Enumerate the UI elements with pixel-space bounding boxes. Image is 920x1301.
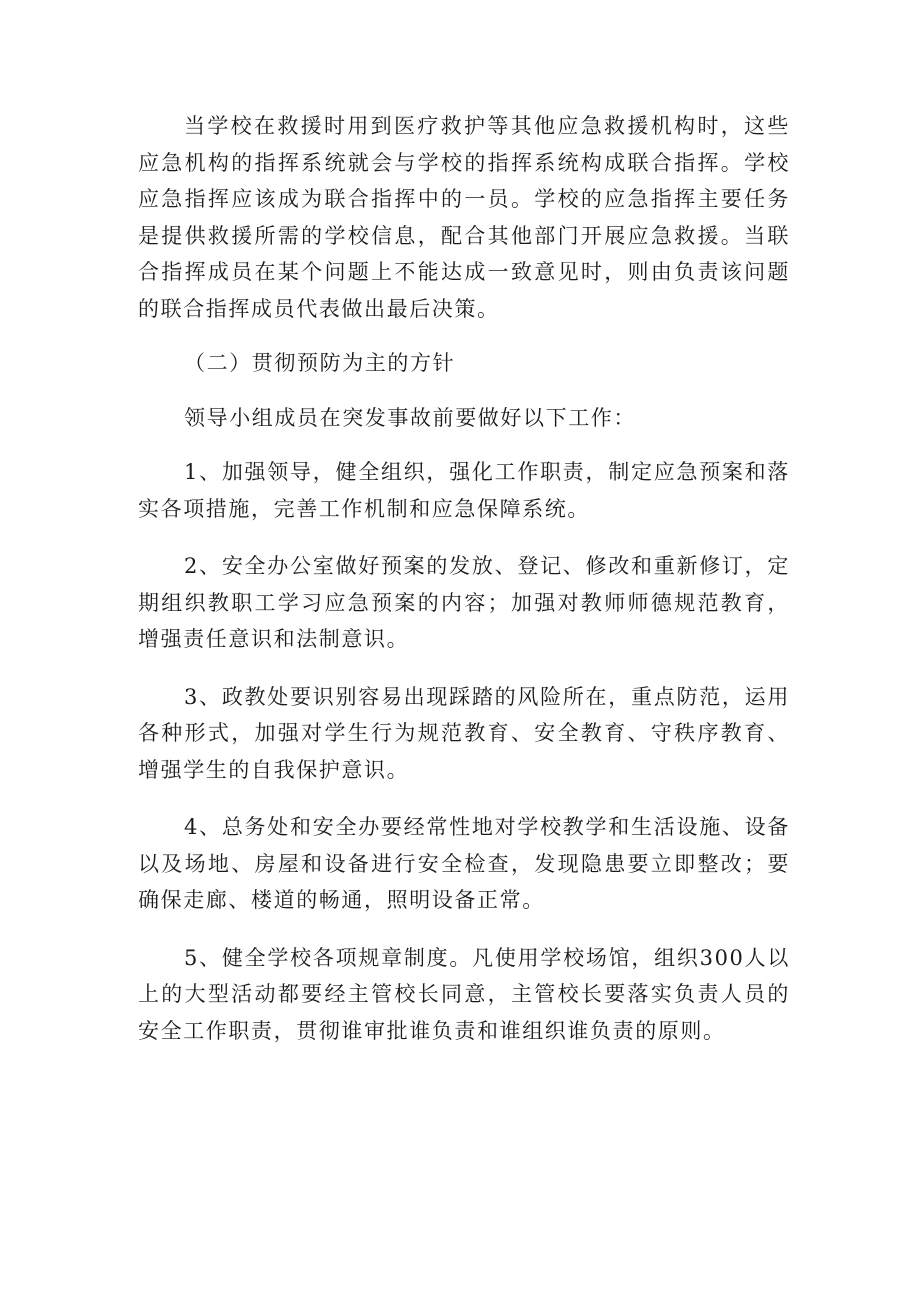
document-page <box>138 108 790 1049</box>
list-item-4: 4、总务处和安全办要经常性地对学校教学和生活设施、设备以及场地、房屋和设备进行安全检查，发现隐患要立即整改；要确保走廊、楼道的畅通，照明设备正常。 <box>138 815 790 912</box>
paragraph-leadership-tasks: 领导小组成员在突发事故前要做好以下工作： <box>184 405 636 430</box>
section-heading-prevention: （二）贯彻预防为主的方针 <box>184 351 456 375</box>
list-item-2: 2、安全办公室做好预案的发放、登记、修改和重新修订，定期组织教职工学习应急预案的内容；加强对教师师德规范教育，增强责任意识和法制意识。 <box>138 554 790 651</box>
list-item-1: 1、加强领导，健全组织，强化工作职责，制定应急预案和落实各项措施，完善工作机制和应急保障系统。 <box>138 460 790 521</box>
list-item-3: 3、政教处要识别容易出现踩踏的风险所在，重点防范，运用各种形式，加强对学生行为规范教育、安全教育、守秩序教育、增强学生的自我保护意识。 <box>138 684 790 782</box>
paragraph-joint-command: 当学校在救援时用到医疗救护等其他应急救援机构时，这些应急机构的指挥系统就会与学校的指挥系统构成联合指挥。学校应急指挥应该成为联合指挥中的一员。学校的应急指挥主要任务是提供救援所需的学校信息，配合其他部门开展应急救援。当联合指挥成员在某个问题上不能达成一致意见时，则由负责该问题的联合指挥成员代表做出最后决策。 <box>138 114 790 321</box>
list-item-5: 5、健全学校各项规章制度。凡使用学校场馆，组织300人以上的大型活动都要经主管校长同意，主管校长要落实负责人员的安全工作职责，贯彻谁审批谁负责和谁组织谁负责的原则。 <box>138 945 790 1043</box>
